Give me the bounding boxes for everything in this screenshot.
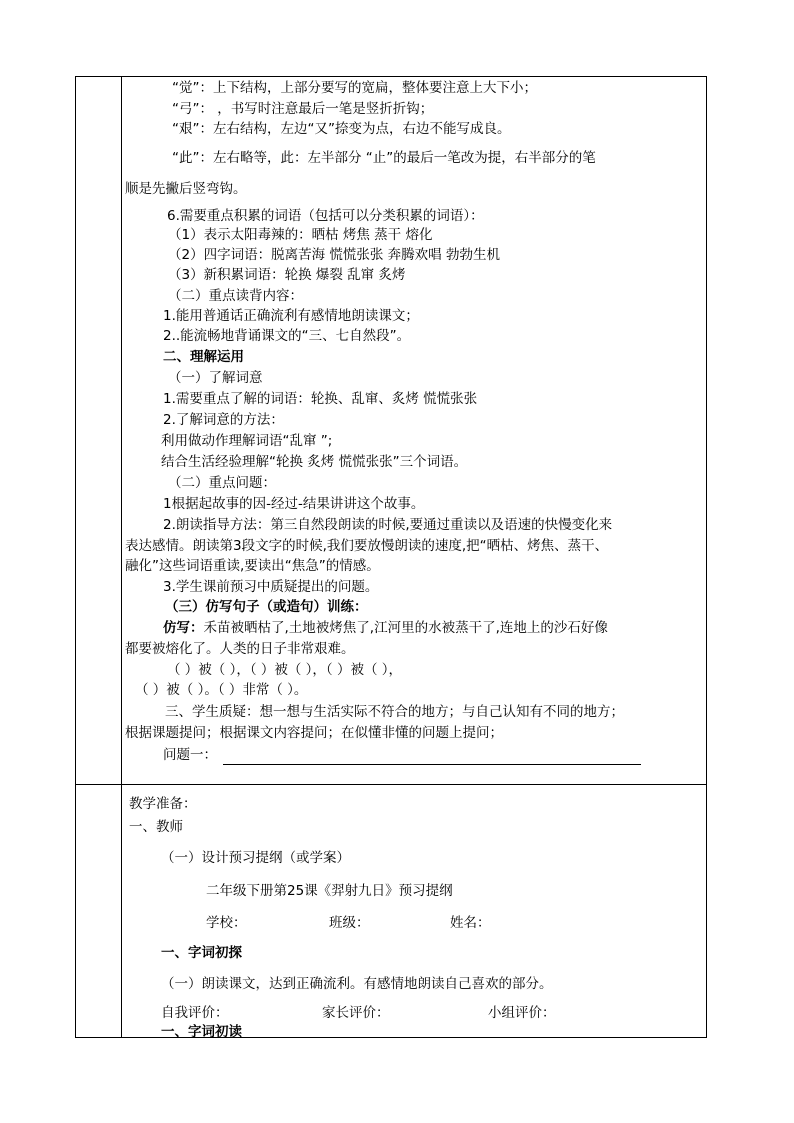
vocab-sun: （1）表示太阳毒辣的：晒枯 烤焦 蒸干 熔化 xyxy=(168,227,433,243)
imitation-blanks-2: （ ）被（ ）。（ ）非常（ ）。 xyxy=(135,682,308,698)
char-note-jian: “艰”：左右结构，左边“又”捺变为点，右边不能写成良。 xyxy=(172,121,511,137)
key-question-heading: （二）重点问题： xyxy=(168,475,276,491)
word-method-life: 结合生活经验理解“轮换 炙烤 慌慌张张”三个词语。 xyxy=(161,454,468,470)
char-note-jue: “觉”：上下结构，上部分要写的宽扁，整体要注意上大下小； xyxy=(172,80,537,96)
teaching-prep-heading: 教学准备： xyxy=(129,796,197,812)
recite-2: 2..能流畅地背诵课文的“三、七自然段”。 xyxy=(163,328,411,344)
section-word-first-read: 一、字词初读 xyxy=(161,1024,242,1040)
teaching-prep-cell xyxy=(126,784,703,1040)
vocab-heading: 6.需要重点积累的词语（包括可以分类积累的词语）： xyxy=(167,208,484,224)
word-method-action: 利用做动作理解词语“乱窜 ”; xyxy=(161,433,333,449)
imitation-blanks-1: （ ）被（ ），（ ）被（ ），（ ）被（ ）， xyxy=(167,662,402,678)
recite-heading: （二）重点读背内容： xyxy=(168,288,303,304)
imitation-label: 仿写： xyxy=(163,620,204,636)
school-label: 学校： xyxy=(206,915,247,931)
key-question-3: 3.学生课前预习中质疑提出的问题。 xyxy=(163,579,379,595)
vocab-new: （3）新积累词语：轮换 爆裂 乱窜 炙烤 xyxy=(168,267,406,283)
design-outline: （一）设计预习提纲（或学案） xyxy=(161,850,350,866)
name-label: 姓名： xyxy=(450,915,491,931)
table-right-border xyxy=(706,76,707,1038)
key-question-1: 1根据起故事的因-经过-结果讲讲这个故事。 xyxy=(163,496,425,512)
vocab-four-char: （2）四字词语：脱离苦海 慌慌张张 奔腾欢唱 勃勃生机 xyxy=(168,247,500,263)
recite-1: 1.能用普通话正确流利有感情地朗读课文； xyxy=(163,308,419,324)
read-aloud-task: （一）朗读课文，达到正确流利。有感情地朗读自己喜欢的部分。 xyxy=(161,976,553,992)
self-eval-label: 自我评价： xyxy=(161,1005,229,1021)
char-note-ci: “此”：左右略等，此：左半部分 “止”的最后一笔改为提，右半部分的笔 xyxy=(172,150,596,166)
section-word-explore: 一、字词初探 xyxy=(161,945,242,961)
teacher-heading: 一、教师 xyxy=(129,819,183,835)
student-questions: 三、学生质疑：想一想与生活实际不符合的地方；与自己认知有不同的地方； xyxy=(165,704,624,720)
char-note-gong: “弓”： ，书写时注意最后一笔是竖折折钩； xyxy=(172,101,434,117)
lesson-plan-table xyxy=(75,76,707,1038)
reading-guide-cont-2: 融化”这些词语重读,要读出“焦急”的情感。 xyxy=(125,558,380,574)
parent-eval-label: 家长评价： xyxy=(322,1005,390,1021)
reading-guide: 2.朗读指导方法：第三自然段朗读的时候,要通过重读以及语速的快慢变化来 xyxy=(163,517,613,533)
column-divider xyxy=(121,76,122,1038)
imitation-text: 禾苗被晒枯了,土地被烤焦了,江河里的水被蒸干了,连地上的沙石好像 xyxy=(203,620,608,636)
word-meaning-1: 1.需要重点了解的词语：轮换、乱窜、炙烤 慌慌张张 xyxy=(163,391,478,407)
char-note-ci-cont: 顺是先撇后竖弯钩。 xyxy=(125,181,247,197)
table-left-border xyxy=(75,76,76,1038)
student-questions-cont: 根据课题提问；根据课文内容提问；在似懂非懂的问题上提问； xyxy=(125,725,503,741)
word-meaning-heading: （一）了解词意 xyxy=(168,370,263,386)
reading-guide-cont-1: 表达感情。朗读第3段文字的时候,我们要放慢朗读的速度,把“晒枯、烤焦、蒸干、 xyxy=(125,538,609,554)
class-label: 班级： xyxy=(329,915,370,931)
imitation-example-cont: 都要被熔化了。人类的日子非常艰难。 xyxy=(125,641,355,657)
imitation-heading: （三）仿写句子（或造句）训练： xyxy=(165,599,368,615)
question-one-label: 问题一： xyxy=(163,747,217,763)
outline-title: 二年级下册第25课《羿射九日》预习提纲 xyxy=(206,883,453,899)
imitation-example xyxy=(163,619,608,637)
section-understand: 二、理解运用 xyxy=(163,349,244,365)
group-eval-label: 小组评价： xyxy=(488,1005,556,1021)
preview-content-cell xyxy=(125,76,703,784)
word-meaning-2: 2.了解词意的方法： xyxy=(163,412,284,428)
question-one-answer-line[interactable] xyxy=(223,764,641,765)
